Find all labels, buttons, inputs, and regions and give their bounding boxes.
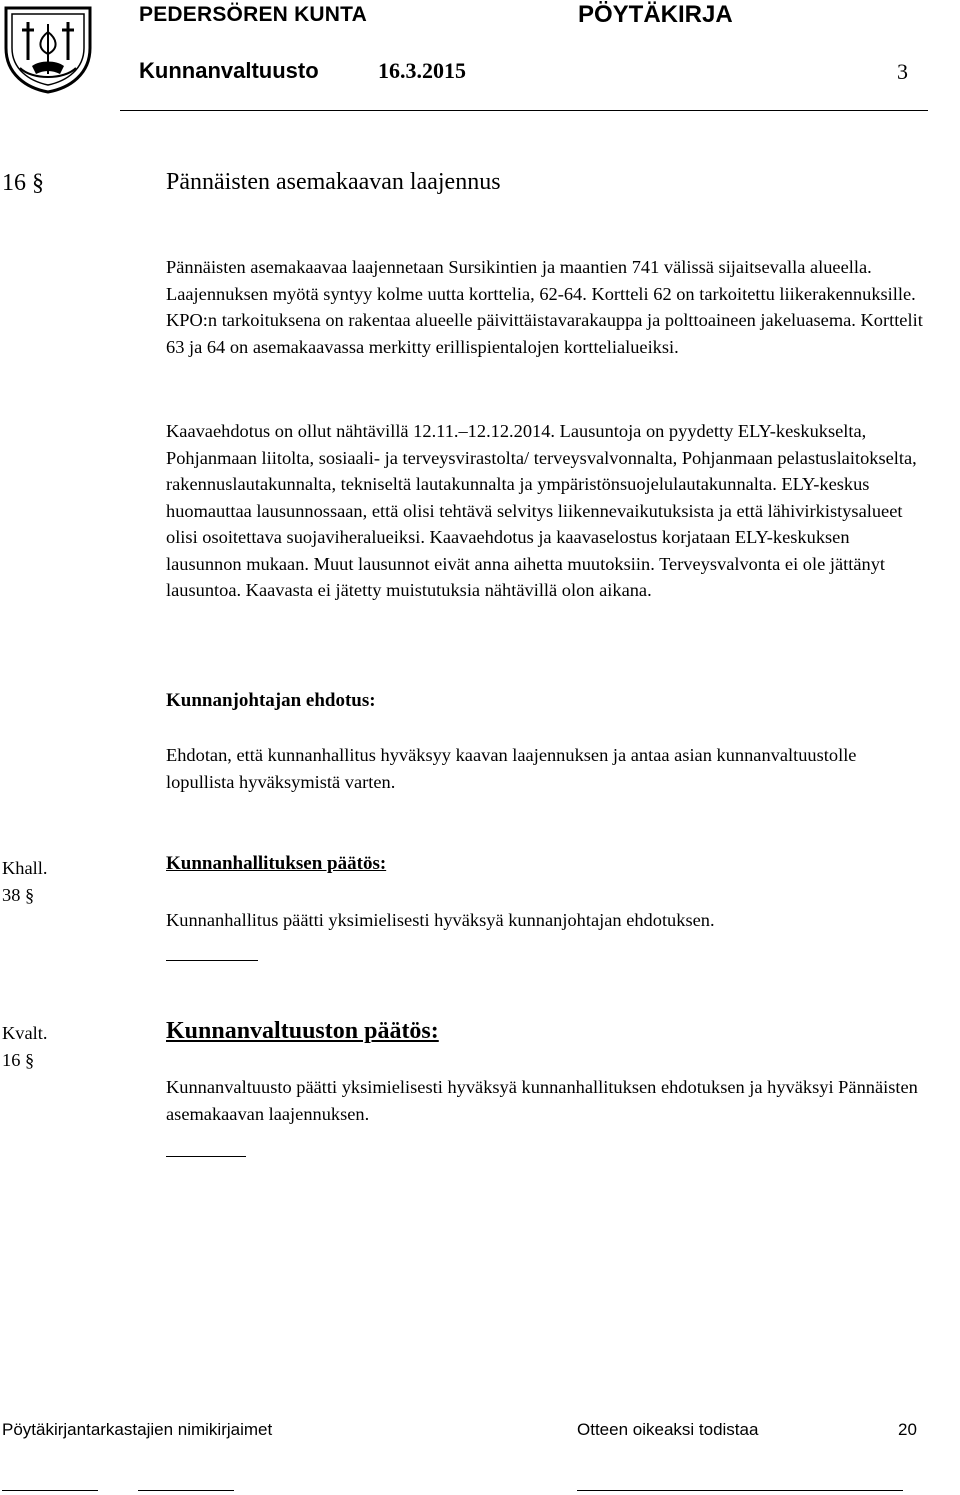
document-type: PÖYTÄKIRJA xyxy=(578,1,733,28)
signature-line xyxy=(2,1490,98,1491)
proposal-text: Ehdotan, että kunnanhallitus hyväksyy kaavan laajennuksen ja antaa asian kunnanvaltuustolle lopullista hyväksymistä varten. xyxy=(166,745,857,792)
meeting-date: 16.3.2015 xyxy=(378,58,466,83)
governing-body: Kunnanvaltuusto xyxy=(139,58,319,83)
footer-certified-copy: Otteen oikeaksi todistaa xyxy=(577,1420,759,1439)
council-label-section: 16 § xyxy=(2,1049,35,1070)
board-decision-label xyxy=(2,855,47,908)
signature-line xyxy=(138,1490,234,1491)
footer-inspectors-initials: Pöytäkirjantarkastajien nimikirjaimet xyxy=(2,1420,273,1439)
board-label-section: 38 § xyxy=(2,884,35,905)
header-divider xyxy=(120,110,928,111)
board-label-line: Khall. xyxy=(2,858,48,878)
footer-page-number: 20 xyxy=(898,1420,917,1439)
board-decision-heading: Kunnanhallituksen päätös: xyxy=(166,853,387,874)
council-label-line: Kvalt. xyxy=(2,1023,48,1043)
board-decision-text: Kunnanhallitus päätti yksimielisesti hyväksyä kunnanjohtajan ehdotuksen. xyxy=(166,910,715,930)
council-decision-heading: Kunnanvaltuuston päätös: xyxy=(166,1018,439,1044)
proposal-heading: Kunnanjohtajan ehdotus: xyxy=(166,690,376,711)
municipal-coat-of-arms-icon xyxy=(2,2,96,94)
council-decision-text: Kunnanvaltuusto päätti yksimielisesti hyväksyä kunnanhallituksen ehdotuksen ja hyväksyi Pännäisten asemakaavan laajennuksen. xyxy=(166,1077,918,1124)
council-decision-label xyxy=(2,1020,47,1073)
board-decision-end-rule xyxy=(166,960,258,961)
organization-name: PEDERSÖREN KUNTA xyxy=(139,3,367,26)
consultation-paragraph: Kaavaehdotus on ollut nähtävillä 12.11.–12.12.2014. Lausuntoja on pyydetty ELY-keskukselta, Pohjanmaan liitolta, sosiaali- ja terveysvirastolta/ terveysvalvonnalta, Pohjanmaan pelastuslaitokselta, rakennuslautakunnalta, tekniseltä lautakunnalta ja ympäristönsuojelulautakunnalta. ELY-keskus huomauttaa lausunnossaan, että olisi tehtävä selvitys liikennevaikutuksista ja että lähivirkistysalueet olisi osoitettava suojaviheralueiksi. Kaavaehdotus ja kaavaselostus korjataan ELY-keskuksen lausunnon mukaan. Muut lausunnot eivät anna aihetta muutoksiin. Terveysvalvonta ei ole jättänyt lausuntoa. Kaavasta ei jätetty muistutuksia nähtävillä olon aikana. xyxy=(166,421,917,600)
intro-paragraph: Pännäisten asemakaavaa laajennetaan Sursikintien ja maantien 741 välissä sijaitsevalla alueella. Laajennuksen myötä syntyy kolme uutta korttelia, 62-64. Kortteli 62 on tarkoitettu liikerakennuksille. KPO:n tarkoituksena on rakentaa alueelle päivittäistavarakauppa ja polttoaineen jakeluasema. Korttelit 63 ja 64 on asemakaavassa merkitty erillispientalojen korttelialueiksi. xyxy=(166,257,923,357)
section-title: Pännäisten asemakaavan laajennus xyxy=(166,169,501,195)
page-number: 3 xyxy=(897,59,908,84)
council-decision-end-rule xyxy=(166,1156,246,1157)
signature-line xyxy=(577,1490,903,1491)
section-number: 16 § xyxy=(2,170,44,196)
